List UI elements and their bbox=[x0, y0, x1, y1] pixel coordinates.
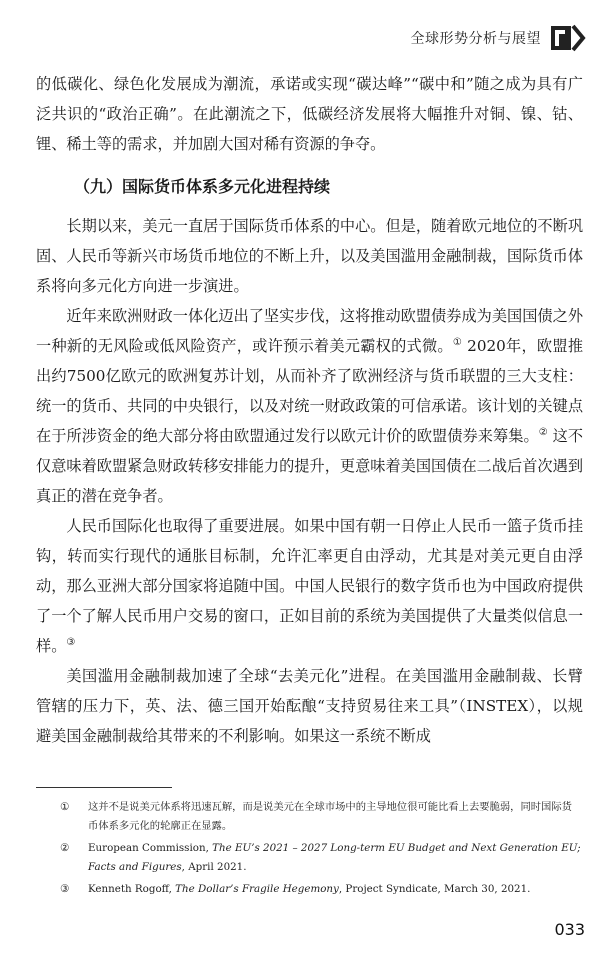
footnote-text: 这并不是说美元体系将迅速瓦解，而是说美元在全球市场中的主导地位很可能比看上去要脆弱，同时国际货币体系多元化的轮廓正在显露。 bbox=[88, 801, 572, 832]
paragraph-text: 近年来欧洲财政一体化迈出了坚实步伐，这将推动欧盟债券成为美国国债之外一种新的无风险或低风险资产，或许预示着美元霸权的式微。 bbox=[36, 307, 583, 355]
running-header-title: 全球形势分析与展望 bbox=[410, 31, 541, 47]
footnote-text: European Commission, bbox=[88, 842, 213, 854]
footnote-title: The EU’s 2021 – 2027 Long-term EU Budget and Next Generation EU; Facts and Figures bbox=[88, 842, 581, 873]
paragraph: 长期以来，美元一直居于国际货币体系的中心。但是，随着欧元地位的不断巩固、人民币等新兴市场货币地位的不断上升，以及美国滥用金融制裁，国际货币体系将向多元化方向进一步演进。 bbox=[36, 217, 583, 295]
footnote-divider bbox=[36, 787, 172, 788]
paragraph-text: 人民币国际化也取得了重要进展。如果中国有朝一日停止人民币一篮子货币挂钩，转而实行现代的通胀目标制，允许汇率更自由浮动，尤其是对美元更自由浮动，那么亚洲大部分国家将追随中国。中国人民银行的数字货币也为中国政府提供了一个了解人民币用户交易的窗口，正如目前的系统为美国提供了大量类似信息一样。 bbox=[36, 517, 583, 655]
running-header bbox=[411, 22, 590, 54]
footnotes bbox=[60, 798, 582, 902]
footnote-title: The Dollar’s Fragile Hegemony bbox=[175, 883, 339, 895]
paragraph: 的低碳化、绿色化发展成为潮流，承诺或实现“碳达峰”“碳中和”随之成为具有广泛共识的“政治正确”。在此潮流之下，低碳经济发展将大幅推升对铜、镍、钴、锂、稀土等的需求，并加剧大国对稀有资源的争夺。 bbox=[36, 75, 583, 153]
footnote-item bbox=[60, 798, 582, 836]
footnote-reference[interactable]: ① bbox=[452, 336, 463, 348]
paragraph bbox=[36, 511, 583, 661]
footnote-item bbox=[60, 880, 582, 899]
paragraph bbox=[36, 301, 583, 511]
footnote-item bbox=[60, 839, 582, 877]
footnote-marker: ② bbox=[60, 842, 70, 854]
paragraph-text: 这不仅意味着欧盟紧急财政转移安排能力的提升，更意味着美国国债在二战后首次遇到真正的潜在竞争者。 bbox=[36, 427, 584, 505]
footnote-text: Kenneth Rogoff, bbox=[88, 883, 176, 895]
section-heading: （九）国际货币体系多元化进程持续 bbox=[74, 177, 331, 196]
footnote-text: , Project Syndicate, March 30, 2021. bbox=[338, 883, 531, 895]
paragraph: 美国滥用金融制裁加速了全球“去美元化”进程。在美国滥用金融制裁、长臂管辖的压力下，英、法、德三国开始酝酿“支持贸易往来工具”（INSTEX），以规避美国金融制裁给其带来的不利影响。如果这一系统不断成 bbox=[36, 667, 583, 745]
footnote-reference[interactable]: ② bbox=[538, 426, 548, 438]
footnote-marker: ③ bbox=[60, 883, 70, 895]
body-text bbox=[36, 69, 583, 751]
page-number: 033 bbox=[554, 920, 585, 939]
paragraph-text: 2020年，欧盟推出约7500亿欧元的欧洲复苏计划，从而补齐了欧洲经济与货币联盟的三大支柱：统一的货币、共同的中央银行，以及对统一财政政策的可信承诺。该计划的关键点在于所涉资金的绝大部分将由欧盟通过发行以欧元计价的欧盟债券来筹集。 bbox=[36, 337, 584, 445]
footnote-marker: ① bbox=[60, 801, 70, 813]
footnote-reference[interactable]: ③ bbox=[66, 636, 76, 648]
book-logo-icon bbox=[549, 22, 589, 54]
footnote-text: , April 2021. bbox=[181, 861, 247, 873]
